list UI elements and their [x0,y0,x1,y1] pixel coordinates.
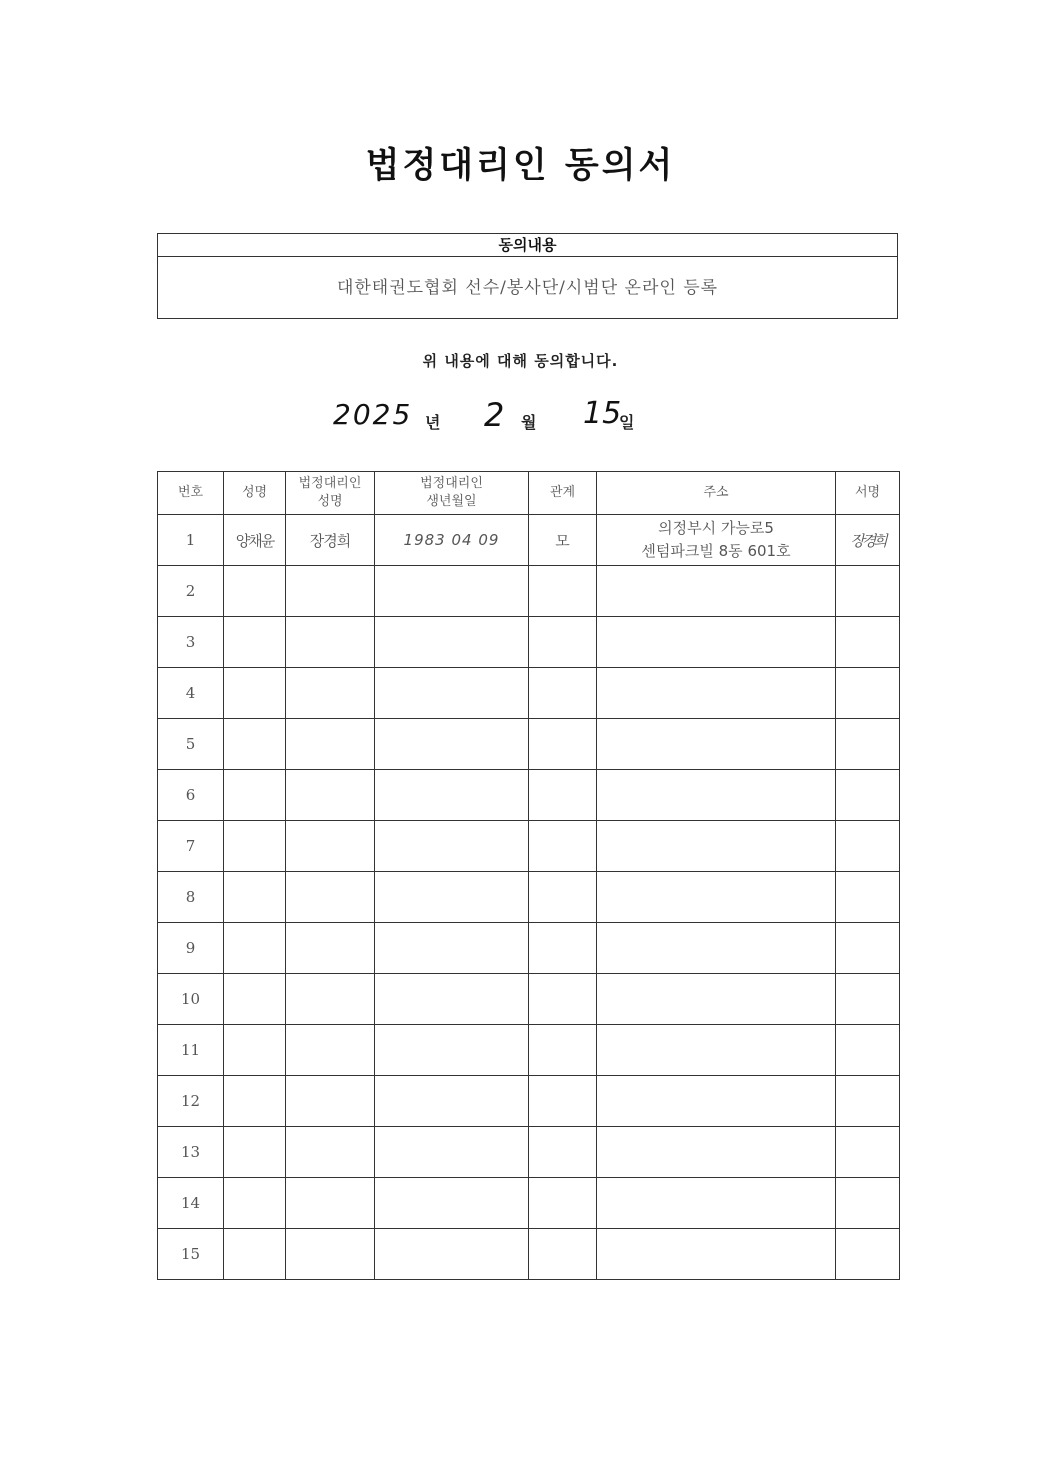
participant-name [224,1127,286,1178]
row-number: 15 [158,1229,224,1280]
participant-name [224,617,286,668]
address [597,923,836,974]
signature [836,617,900,668]
consent-header: 동의내용 [158,234,897,257]
relation [529,770,597,821]
address [597,668,836,719]
guardian-birth [375,1025,529,1076]
signature [836,668,900,719]
guardian-birth [375,821,529,872]
address [597,821,836,872]
signature [836,1025,900,1076]
relation [529,1076,597,1127]
date-month: 2 [484,396,505,434]
table-row [158,770,900,821]
guardian-birth: 1983 04 09 [375,515,529,566]
table-row [158,1229,900,1280]
participant-name [224,770,286,821]
header-guardian-birth [375,472,529,515]
participant-name [224,923,286,974]
header-guardian-birth-line1: 법정대리인 [420,476,483,491]
relation [529,566,597,617]
address [597,566,836,617]
table-row [158,1178,900,1229]
header-name: 성명 [224,472,286,515]
relation [529,974,597,1025]
row-number: 11 [158,1025,224,1076]
guardian-birth [375,566,529,617]
participant-name [224,1178,286,1229]
signature [836,1229,900,1280]
table-row [158,617,900,668]
guardian-birth [375,974,529,1025]
participant-name [224,1076,286,1127]
guardian-name [286,923,375,974]
guardian-birth [375,617,529,668]
participant-name [224,974,286,1025]
guardian-birth [375,770,529,821]
guardian-birth [375,1229,529,1280]
signature [836,566,900,617]
participant-name [224,566,286,617]
header-guardian-birth-line2: 생년월일 [426,494,477,509]
relation [529,1127,597,1178]
signature [836,1178,900,1229]
table-row [158,668,900,719]
date-month-label: 월 [521,413,537,432]
address [597,872,836,923]
table-row [158,923,900,974]
relation [529,1025,597,1076]
relation: 모 [529,515,597,566]
guardian-birth [375,872,529,923]
row-number: 2 [158,566,224,617]
participant-name [224,668,286,719]
signature [836,872,900,923]
guardian-birth [375,1178,529,1229]
table-row [158,872,900,923]
guardian-name [286,872,375,923]
address-line1: 의정부시 가능로5 [658,519,774,537]
signature [836,974,900,1025]
row-number: 5 [158,719,224,770]
address [597,617,836,668]
table-row [158,1127,900,1178]
relation [529,821,597,872]
address [597,1127,836,1178]
guardian-name [286,1076,375,1127]
guardian-birth [375,668,529,719]
row-number: 4 [158,668,224,719]
row-number: 13 [158,1127,224,1178]
signature [836,821,900,872]
date-year-label: 년 [425,413,441,432]
guardian-name [286,821,375,872]
row-number: 1 [158,515,224,566]
agreement-statement: 위 내용에 대해 동의합니다. [422,352,619,370]
relation [529,1178,597,1229]
guardian-name [286,1025,375,1076]
participant-name: 양채윤 [224,515,286,566]
date-day: 15 [583,396,622,431]
participant-name [224,1229,286,1280]
participant-name [224,872,286,923]
row-number: 3 [158,617,224,668]
relation [529,1229,597,1280]
signature [836,923,900,974]
guardian-name [286,668,375,719]
header-guardian-name [286,472,375,515]
guardian-birth [375,1076,529,1127]
guardian-birth [375,923,529,974]
address [597,1025,836,1076]
row-number: 9 [158,923,224,974]
row-number: 10 [158,974,224,1025]
address [597,974,836,1025]
table-row [158,974,900,1025]
row-number: 8 [158,872,224,923]
guardian-name [286,1127,375,1178]
guardian-name [286,719,375,770]
participant-name [224,1025,286,1076]
guardian-name [286,566,375,617]
consent-box [157,233,898,319]
row-number: 14 [158,1178,224,1229]
table-row [158,1076,900,1127]
signature: 장경희 [836,515,900,566]
participant-name [224,821,286,872]
guardian-birth [375,719,529,770]
guardian-name [286,617,375,668]
guardian-name [286,1178,375,1229]
table-row [158,719,900,770]
header-guardian-name-line1: 법정대리인 [298,476,362,491]
address [597,1229,836,1280]
row-number: 6 [158,770,224,821]
table-row [158,1025,900,1076]
table-row [158,566,900,617]
address [597,719,836,770]
relation [529,719,597,770]
header-address: 주소 [597,472,836,515]
header-relation: 관계 [529,472,597,515]
table-header-row [158,472,900,515]
address [597,515,836,566]
row-number: 12 [158,1076,224,1127]
signature [836,1127,900,1178]
table-row [158,515,900,566]
address [597,770,836,821]
date-line [0,396,1041,446]
participant-name [224,719,286,770]
guardian-name [286,1229,375,1280]
guardian-name [286,974,375,1025]
consent-content: 대한태권도협회 선수/봉사단/시범단 온라인 등록 [336,278,719,298]
date-year: 2025 [333,398,413,431]
date-day-label: 일 [619,413,635,432]
signature [836,719,900,770]
guardian-birth [375,1127,529,1178]
guardian-table [157,471,900,1280]
row-number: 7 [158,821,224,872]
address [597,1076,836,1127]
guardian-name: 장경희 [286,515,375,566]
signature [836,1076,900,1127]
header-number: 번호 [158,472,224,515]
signature [836,770,900,821]
relation [529,668,597,719]
header-guardian-name-line2: 성명 [317,494,343,509]
guardian-name [286,770,375,821]
address [597,1178,836,1229]
relation [529,872,597,923]
relation [529,923,597,974]
table-row [158,821,900,872]
header-signature: 서명 [836,472,900,515]
address-line2: 센텀파크빌 8동 601호 [641,542,791,560]
relation [529,617,597,668]
document-title: 법정대리인 동의서 [365,146,676,186]
